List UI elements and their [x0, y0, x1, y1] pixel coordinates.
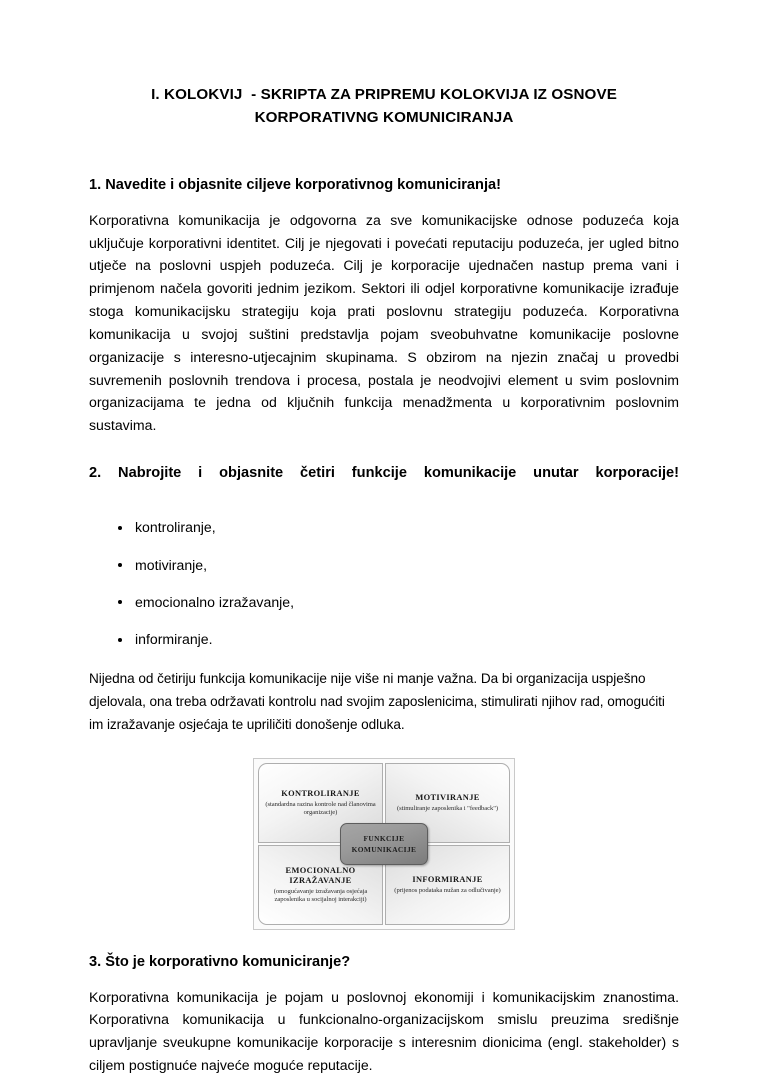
list-item-label: motiviranje,	[135, 556, 208, 573]
diagram-container	[253, 758, 515, 930]
list-item	[89, 518, 679, 536]
paragraph-question-1: Korporativna komunikacija je odgovorna za sve komunikacijske odnose poduzeća koja uključuje korporativni identitet. Cilj je njegovati i povećati reputaciju poduzeća, jer ugled bitno utječe na poslovni uspjeh poduzeća. Cilj je korporacije ujednačen nastup prema vani i primjenom načela govoriti jednim jezikom. Sektori ili odjel korporativne komunikacije izrađuje stoga komunikacijsku strategiju koja prati poslovnu strategiju poduzeća. Korporativna komunikacija u svojoj suštini predstavlja pojam sveobuhvatne komunikacije poslovne organizacije s interesno-utjecajnim skupinama. S obzirom na njezin značaj u provedbi suvremenih poslovnih trendova i procesa, postala je neodvojivi element u svim poslovnim organizacijama te jedna od ključnih funkcija menadžmenta u korporativnim poslovnim sustavima.	[89, 211, 679, 434]
paragraph-question-3: Korporativna komunikacija je pojam u poslovnoj ekonomiji i komunikacijskim znanostima. Korporativna komunikacija u funkcionalno-organizacijskom smislu preuzima središnje upravljanje sveukupne komunikacije korporacije s interesnim dionicima (engl. stakeholder) s ciljem postignuće najveće moguće reputacije.	[89, 988, 679, 1074]
quadrant-subtitle: (omogućavanje izražavanja osjećaja zaposlenika u socijalnoj interakciji)	[273, 887, 368, 903]
bullet-icon	[118, 600, 122, 604]
heading-question-3: 3. Što je korporativno komuniciranje?	[89, 953, 351, 970]
bullet-icon	[118, 563, 122, 567]
center-node-line-1: FUNKCIJE	[363, 833, 405, 843]
figure-communication-functions	[89, 737, 679, 930]
list-item	[89, 593, 679, 611]
quadrant-title: KONTROLIRANJE	[281, 788, 360, 798]
quadrant-title: INFORMIRANJE	[412, 874, 483, 884]
heading-question-2: 2. Nabrojite i objasnite četiri funkcije komunikacije unutar korporacije!	[89, 465, 679, 481]
list-item-label: informiranje.	[135, 631, 213, 648]
paragraph-question-2: Nijedna od četiriju funkcija komunikacije nije više ni manje važna. Da bi organizacija uspješno djelovala, ona treba održavati kontrolu nad svojim zaposlenicima, stimulirati njihov rad, omogućiti im izražavanje osjećaja te upriličiti donošenje odluka.	[89, 670, 665, 733]
center-node-line-2: KOMUNIKACIJE	[351, 844, 417, 854]
list-item	[89, 556, 679, 574]
bullet-icon	[118, 526, 122, 530]
list-item-label: kontroliranje,	[135, 519, 216, 536]
list-item-label: emocionalno izražavanje,	[135, 594, 295, 611]
diagram-center-node	[340, 823, 428, 865]
quadrant-title: EMOCIONALNO IZRAŽAVANJE	[285, 865, 356, 885]
document-content	[89, 0, 679, 1077]
bullet-icon	[118, 638, 122, 642]
quadrant-title: MOTIVIRANJE	[415, 792, 480, 802]
document-title: I. KOLOKVIJ - SKRIPTA ZA PRIPREMU KOLOKVIJA IZ OSNOVE KORPORATIVNG KOMUNICIRANJA	[151, 86, 622, 126]
quadrant-subtitle: (standardna razina kontrole nad članovima organizacije)	[265, 800, 376, 816]
quadrant-subtitle: (stimuliranje zaposlenika i "feedback")	[396, 804, 499, 812]
communication-functions-list	[89, 504, 679, 648]
diagram-quadrant-grid	[258, 763, 510, 925]
list-item	[89, 630, 679, 648]
quadrant-subtitle: (prijenos podataka nužan za odlučivanje)	[394, 886, 501, 894]
heading-question-1: 1. Navedite i objasnite ciljeve korporativnog komuniciranja!	[89, 177, 501, 193]
